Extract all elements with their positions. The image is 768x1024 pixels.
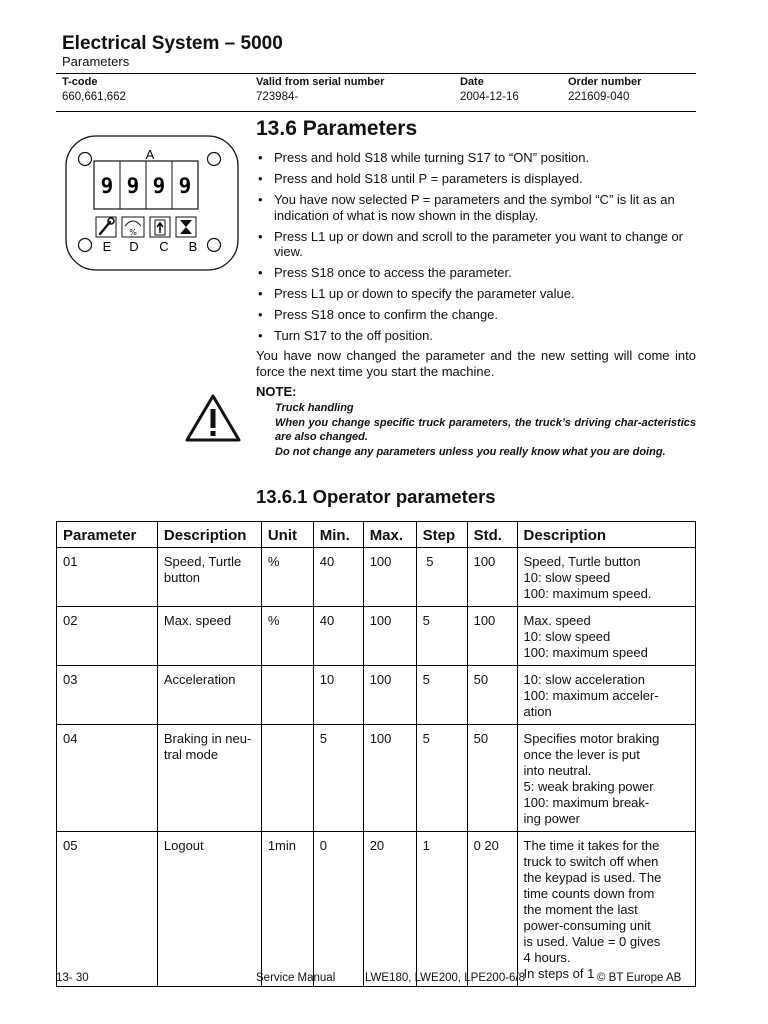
display-label-a: A xyxy=(145,147,155,162)
display-panel-illustration xyxy=(64,132,240,274)
table-cell: 100 xyxy=(363,548,416,607)
table-cell: 0 20 xyxy=(467,832,517,987)
label-e: E xyxy=(102,239,112,254)
table-cell: % xyxy=(261,607,313,666)
meta-value-serial: 723984- xyxy=(256,91,299,103)
label-d: D xyxy=(129,239,139,254)
parameter-table xyxy=(56,521,696,987)
column-header: Description xyxy=(517,522,695,548)
table-cell: 0 xyxy=(313,832,363,987)
note-line: Do not change any parameters unless you really know what you are doing. xyxy=(275,445,666,458)
section-title: 13.6 Parameters xyxy=(256,117,418,140)
table-row xyxy=(57,548,696,607)
table-cell xyxy=(261,666,313,725)
table-cell: 10 xyxy=(313,666,363,725)
table-cell: Logout xyxy=(157,832,261,987)
table-cell: 5 xyxy=(416,607,467,666)
table-cell: 50 xyxy=(467,666,517,725)
arrow-up-icon xyxy=(155,220,165,235)
table-cell: 10: slow acceleration 100: maximum acceler- ation xyxy=(517,666,695,725)
table-cell: Max. speed xyxy=(157,607,261,666)
table-row xyxy=(57,607,696,666)
table-cell: Max. speed 10: slow speed 100: maximum speed xyxy=(517,607,695,666)
label-b: B xyxy=(188,239,198,254)
note-body xyxy=(275,401,696,459)
note-line: Truck handling xyxy=(275,402,354,414)
table-row xyxy=(57,832,696,987)
list-item: • Press L1 up or down to specify the parameter value. xyxy=(256,286,696,302)
column-header: Min. xyxy=(313,522,363,548)
meta-label-date: Date xyxy=(460,76,484,88)
page-number: 13- 30 xyxy=(56,972,89,984)
table-cell: Speed, Turtle button 10: slow speed 100: maximum speed. xyxy=(517,548,695,607)
list-item: • Turn S17 to the off position. xyxy=(256,328,696,344)
list-item: • Press L1 up or down and scroll to the parameter you want to change or view. xyxy=(256,229,696,260)
table-cell: 5 xyxy=(313,725,363,832)
footer-copyright: © BT Europe AB xyxy=(597,972,682,984)
table-cell: 100 xyxy=(363,666,416,725)
list-item: • Press and hold S18 until P = parameters is displayed. xyxy=(256,171,696,187)
display-digit: 9 xyxy=(100,174,114,198)
paragraph: You have now changed the parameter and the new setting will come into force the next time you start the machine. xyxy=(256,348,696,379)
display-digit: 9 xyxy=(152,174,166,198)
meta-label-serial: Valid from serial number xyxy=(256,76,385,88)
mounting-hole-icon xyxy=(79,239,92,252)
table-cell: 1 xyxy=(416,832,467,987)
table-cell: % xyxy=(261,548,313,607)
header-divider xyxy=(56,73,696,74)
table-header-row xyxy=(57,522,696,548)
column-header: Parameter xyxy=(57,522,158,548)
mounting-hole-icon xyxy=(208,153,221,166)
table-cell: 100 xyxy=(363,725,416,832)
table-cell: Specifies motor braking once the lever is put into neutral. 5: weak braking power 100: maximum break- ing power xyxy=(517,725,695,832)
table-row xyxy=(57,666,696,725)
table-cell xyxy=(261,725,313,832)
document-subtitle: Parameters xyxy=(62,54,130,69)
table-cell: 40 xyxy=(313,548,363,607)
svg-text:%: % xyxy=(129,228,137,237)
mounting-hole-icon xyxy=(79,153,92,166)
display-digit: 9 xyxy=(126,174,140,198)
column-header: Step xyxy=(416,522,467,548)
table-cell: The time it takes for the truck to switch off when the keypad is used. The time counts down from the moment the last power-consuming unit is used. Value = 0 gives 4 hours. In steps of 1 xyxy=(517,832,695,987)
table-cell: 5 xyxy=(416,548,467,607)
display-digit: 9 xyxy=(178,174,192,198)
footer-models: LWE180, LWE200, LPE200-6/8 xyxy=(365,972,526,984)
table-cell: 05 xyxy=(57,832,158,987)
column-header: Description xyxy=(157,522,261,548)
note-line: When you change specific truck parameters, the truck’s driving char-acteristics are also changed. xyxy=(275,416,696,443)
table-cell: 01 xyxy=(57,548,158,607)
warning-triangle-icon xyxy=(184,393,242,443)
table-cell: Speed, Turtle button xyxy=(157,548,261,607)
list-item: • Press and hold S18 while turning S17 to “ON” position. xyxy=(256,150,696,166)
table-row xyxy=(57,725,696,832)
mounting-hole-icon xyxy=(208,239,221,252)
label-c: C xyxy=(159,239,169,254)
list-item: • You have now selected P = parameters and the symbol “C” is lit as an indication of what is now shown in the display. xyxy=(256,192,696,223)
hourglass-icon xyxy=(180,220,192,234)
table-cell: Braking in neu- tral mode xyxy=(157,725,261,832)
table-cell: 03 xyxy=(57,666,158,725)
table-cell: 50 xyxy=(467,725,517,832)
table-cell: 1min xyxy=(261,832,313,987)
table-cell: 100 xyxy=(363,607,416,666)
meta-label-tcode: T-code xyxy=(62,76,98,88)
table-cell: 100 xyxy=(467,607,517,666)
meta-divider xyxy=(56,111,696,112)
column-header: Std. xyxy=(467,522,517,548)
table-cell: 5 xyxy=(416,666,467,725)
list-item: • Press S18 once to access the parameter. xyxy=(256,265,696,281)
footer-manual: Service Manual xyxy=(256,972,336,984)
meta-value-tcode: 660,661,662 xyxy=(62,91,126,103)
instruction-list xyxy=(256,150,696,349)
column-header: Unit xyxy=(261,522,313,548)
meta-value-order: 221609-040 xyxy=(568,91,630,103)
subsection-title: 13.6.1 Operator parameters xyxy=(256,486,496,507)
meta-value-date: 2004-12-16 xyxy=(460,91,519,103)
table-cell: 04 xyxy=(57,725,158,832)
list-item: • Press S18 once to confirm the change. xyxy=(256,307,696,323)
table-cell: 5 xyxy=(416,725,467,832)
table-cell: Acceleration xyxy=(157,666,261,725)
column-header: Max. xyxy=(363,522,416,548)
speed-percent-icon xyxy=(125,221,141,237)
wrench-icon xyxy=(100,218,114,234)
table-cell: 20 xyxy=(363,832,416,987)
table-cell: 40 xyxy=(313,607,363,666)
document-title: Electrical System – 5000 xyxy=(62,33,283,54)
table-cell: 100 xyxy=(467,548,517,607)
meta-label-order: Order number xyxy=(568,76,642,88)
note-heading: NOTE: xyxy=(256,384,297,399)
table-cell: 02 xyxy=(57,607,158,666)
